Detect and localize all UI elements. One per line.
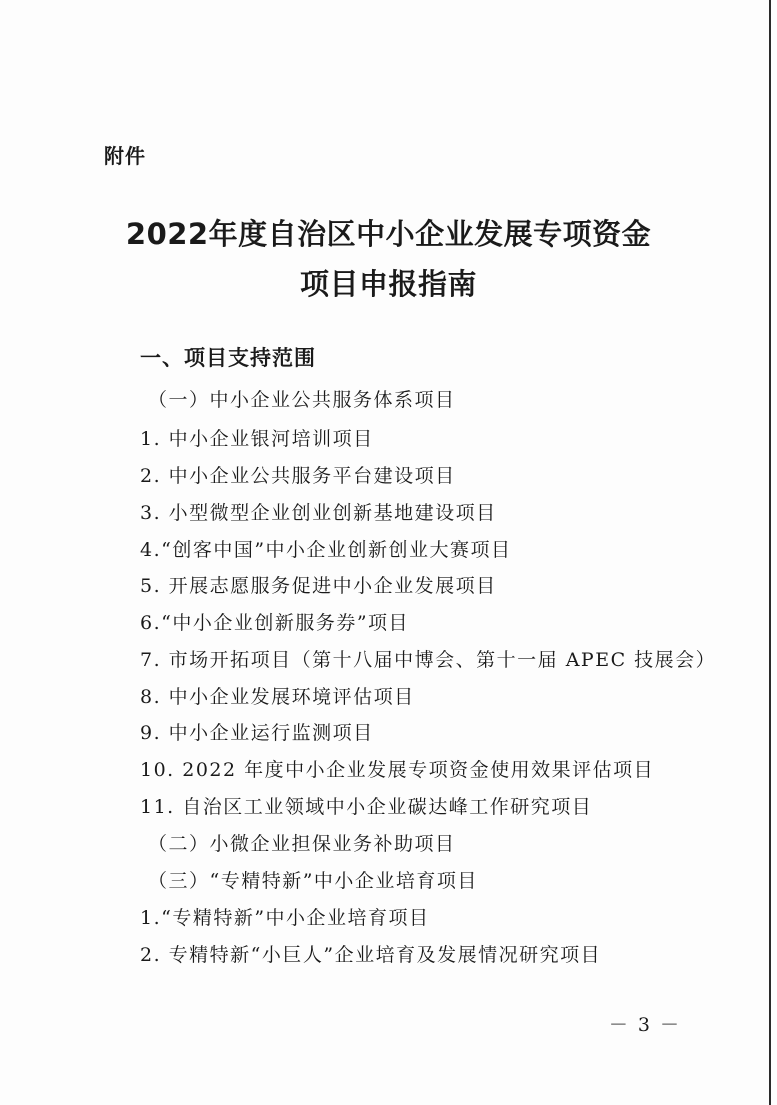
subsection-heading-3: （三）“专精特新”中小企业培育项目 <box>148 870 478 892</box>
list-item: 4.“创客中国”中小企业创新创业大赛项目 <box>140 539 512 561</box>
list-item: 3. 小型微型企业创业创新基地建设项目 <box>140 502 497 524</box>
list-item: 10. 2022 年度中小企业发展专项资金使用效果评估项目 <box>140 759 655 781</box>
list-item: 1. 中小企业银河培训项目 <box>140 428 374 450</box>
document-title-line-2: 项目申报指南 <box>299 267 477 301</box>
document-title-line-1: 2022年度自治区中小企业发展专项资金 <box>125 217 652 251</box>
list-item: 5. 开展志愿服务促进中小企业发展项目 <box>140 575 497 597</box>
list-item: 1.“专精特新”中小企业培育项目 <box>140 907 430 929</box>
subsection-heading-1: （一）中小企业公共服务体系项目 <box>148 389 456 411</box>
list-item: 6.“中小企业创新服务券”项目 <box>140 612 410 634</box>
page-number: － 3 － <box>608 1014 681 1036</box>
list-item: 9. 中小企业运行监测项目 <box>140 722 374 744</box>
scan-edge-line <box>769 0 771 1105</box>
attachment-label: 附件 <box>104 144 146 168</box>
section-heading: 一、项目支持范围 <box>140 346 316 370</box>
list-item: 2. 中小企业公共服务平台建设项目 <box>140 465 456 487</box>
list-item: 7. 市场开拓项目（第十八届中博会、第十一届 APEC 技展会） <box>140 649 717 671</box>
list-item: 8. 中小企业发展环境评估项目 <box>140 686 415 708</box>
list-item: 11. 自治区工业领域中小企业碳达峰工作研究项目 <box>140 796 593 818</box>
list-item: 2. 专精特新“小巨人”企业培育及发展情况研究项目 <box>140 944 602 966</box>
subsection-heading-2: （二）小微企业担保业务补助项目 <box>148 833 456 855</box>
